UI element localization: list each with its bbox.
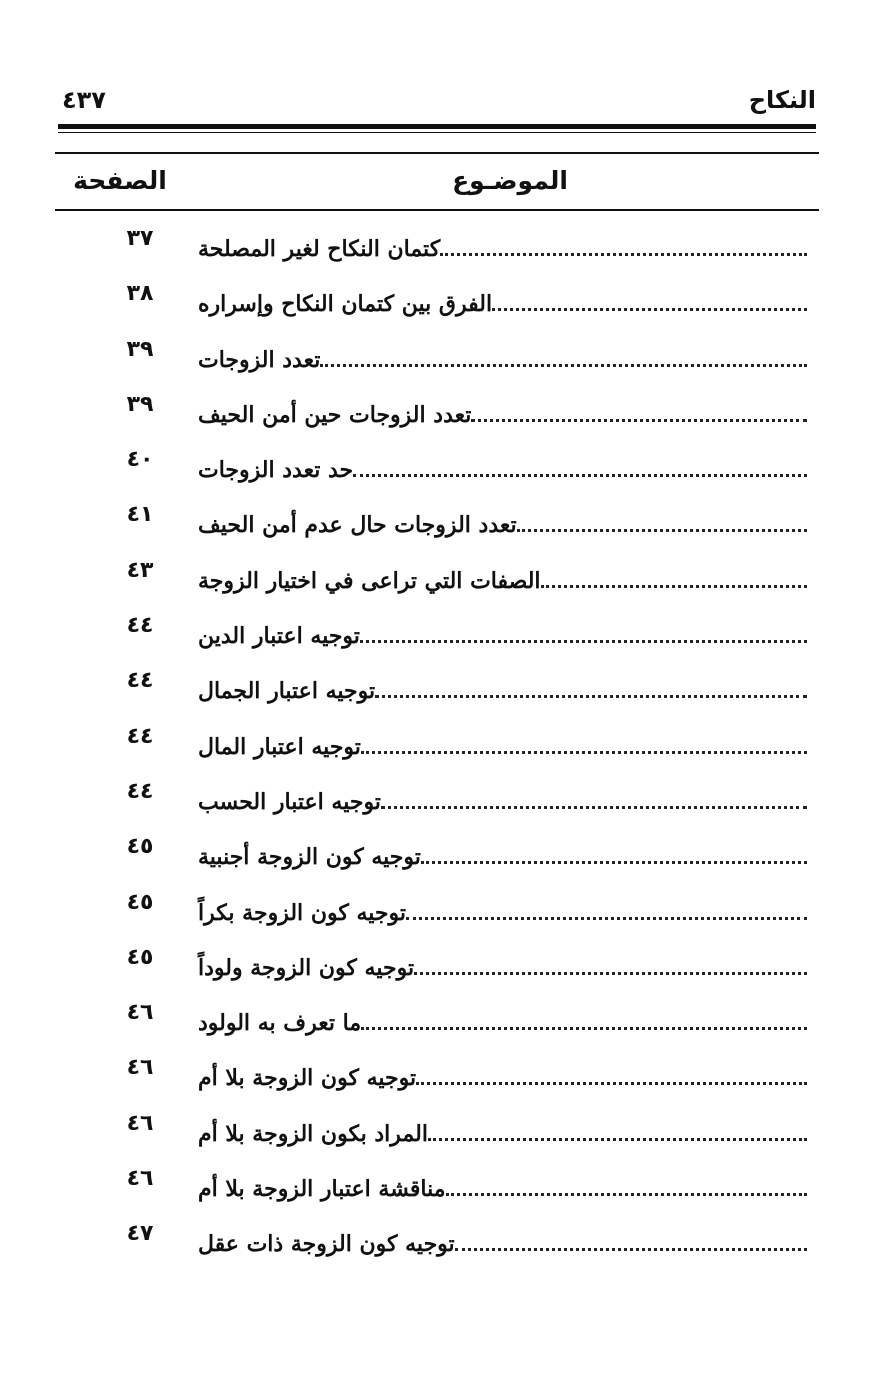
table-row (0, 214, 879, 269)
topic-cell (188, 279, 807, 319)
dot-leader (492, 308, 807, 311)
topic-cell (188, 1164, 807, 1204)
dot-leader (416, 1082, 807, 1085)
topic-text: توجيه اعتبار الدين (198, 623, 360, 650)
table-row (0, 1209, 879, 1264)
dot-leader (320, 364, 807, 367)
dot-leader (541, 585, 807, 588)
topic-cell (188, 1109, 807, 1149)
dot-leader (353, 474, 807, 477)
topic-text: مناقشة اعتبار الزوجة بلا أم (198, 1176, 446, 1203)
topic-text: تعدد الزوجات حين أمن الحيف (198, 401, 472, 428)
page-ref: ٣٧ (126, 226, 154, 251)
topic-text: ما تعرف به الولود (198, 1010, 362, 1037)
page-ref: ٤٥ (126, 944, 154, 970)
table-row (0, 1043, 879, 1098)
topic-text: توجيه كون الزوجة بلا أم (198, 1065, 417, 1092)
topic-text: توجيه اعتبار المال (198, 733, 361, 760)
topic-text: توجيه اعتبار الجمال (198, 678, 376, 705)
topic-cell (188, 611, 807, 651)
page-ref: ٣٩ (126, 336, 154, 362)
table-row (0, 380, 879, 435)
column-header-topic: الموضـوع (452, 166, 568, 195)
topic-cell (188, 998, 807, 1038)
dot-leader (471, 419, 807, 422)
column-header-page: الصفحة (73, 166, 167, 195)
topic-cell (188, 777, 807, 817)
page-ref: ٤٥ (126, 889, 154, 915)
running-header (58, 86, 816, 120)
topic-cell (188, 556, 807, 596)
topic-cell (188, 390, 807, 430)
topic-cell (188, 224, 807, 264)
topic-text: المراد بكون الزوجة بلا أم (198, 1120, 428, 1147)
table-row (0, 1099, 879, 1154)
dot-leader (361, 751, 807, 754)
dot-leader (406, 917, 807, 920)
dot-leader (414, 972, 807, 975)
topic-text: الصفات التي تراعى في اختيار الزوجة (198, 567, 541, 594)
table-of-contents (0, 214, 879, 1265)
page-ref: ٤٤ (126, 668, 154, 694)
topic-cell (188, 445, 807, 485)
topic-text: تعدد الزوجات حال عدم أمن الحيف (198, 512, 517, 539)
topic-text: تعدد الزوجات (198, 346, 321, 373)
table-row (0, 490, 879, 545)
dot-leader (381, 806, 807, 809)
topic-text: الفرق بين كتمان النكاح وإسراره (198, 291, 493, 318)
topic-cell (188, 335, 807, 375)
table-row (0, 878, 879, 933)
table-header-rule-bottom (55, 209, 819, 211)
topic-cell (188, 832, 807, 872)
table-row (0, 269, 879, 324)
page-ref: ٤٦ (126, 1110, 154, 1136)
header-rule-thick (58, 124, 816, 129)
topic-text: توجيه كون الزوجة ذات عقل (198, 1231, 455, 1258)
topic-text: كتمان النكاح لغير المصلحة (198, 236, 441, 262)
topic-cell (188, 1219, 807, 1259)
topic-cell (188, 500, 807, 540)
table-header-rule-top (55, 152, 819, 154)
topic-text: توجيه كون الزوجة ولوداً (198, 954, 415, 981)
page-ref: ٤٦ (126, 1000, 154, 1026)
page-ref: ٤٤ (126, 778, 154, 804)
dot-leader (375, 695, 807, 698)
topic-cell (188, 666, 807, 706)
dot-leader (360, 640, 807, 643)
dot-leader (421, 861, 807, 864)
dot-leader (455, 1248, 807, 1251)
table-row (0, 601, 879, 656)
page-ref: ٤١ (126, 502, 154, 528)
page-ref: ٤٤ (126, 723, 154, 749)
page-ref: ٤٤ (126, 613, 154, 639)
table-row (0, 546, 879, 601)
dot-leader (446, 1193, 808, 1196)
page-ref: ٣٩ (126, 391, 154, 417)
header-rule-thin (58, 132, 816, 133)
page-ref: ٤٧ (126, 1221, 154, 1247)
topic-text: توجيه اعتبار الحسب (198, 788, 381, 815)
page-ref: ٤٣ (126, 557, 154, 583)
topic-cell (188, 1053, 807, 1093)
dot-leader (428, 1138, 807, 1141)
table-row (0, 656, 879, 711)
page-ref: ٤٦ (126, 1166, 154, 1192)
table-row (0, 767, 879, 822)
page-ref: ٤٦ (126, 1055, 154, 1081)
topic-cell (188, 722, 807, 762)
table-row (0, 435, 879, 490)
dot-leader (440, 253, 807, 256)
dot-leader (361, 1027, 807, 1030)
table-row (0, 712, 879, 767)
topic-cell (188, 943, 807, 983)
page-ref: ٤٠ (126, 447, 154, 473)
running-header-title: النكاح (748, 86, 816, 114)
topic-cell (188, 888, 807, 928)
table-row (0, 1154, 879, 1209)
page-number: ٤٣٧ (62, 86, 106, 114)
page-ref: ٣٨ (126, 281, 154, 307)
topic-text: حد تعدد الزوجات (198, 457, 354, 484)
topic-text: توجيه كون الزوجة بكراً (198, 899, 406, 926)
topic-text: توجيه كون الزوجة أجنبية (198, 844, 421, 871)
table-row (0, 988, 879, 1043)
table-row (0, 933, 879, 988)
dot-leader (517, 529, 807, 532)
page-ref: ٤٥ (126, 834, 154, 860)
table-row (0, 822, 879, 877)
table-row (0, 325, 879, 380)
